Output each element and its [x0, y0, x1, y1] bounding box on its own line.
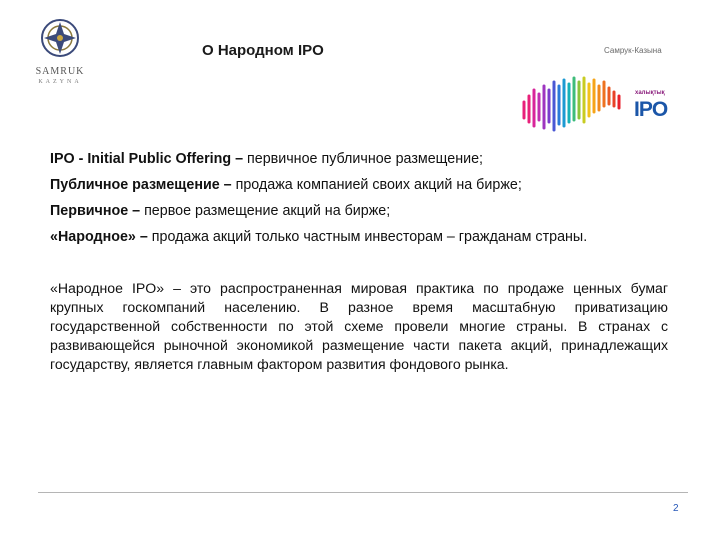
paragraph-text: – это распространенная мировая практика по продаже ценных бумаг крупных госкомпаний населению. В разное время масштабную приватизацию государственной собственности по этой схеме провели многие страны. В странах с развивающейся рыночной экономикой размещение части пакета акций, принадлежащих государству, является главным фактором развития фондового рынка.: [50, 280, 669, 372]
footer-divider: [38, 492, 688, 493]
definition-public-offering: [50, 175, 668, 195]
ipo-bars-icon: [520, 76, 632, 136]
definition-term: Первичное –: [50, 203, 141, 219]
logo-subtitle: KAZYNA: [38, 79, 82, 85]
definition-text: первое размещение акций на бирже;: [140, 203, 391, 219]
samruk-kazyna-logo: [28, 14, 92, 90]
definition-text: продажа компанией своих акций на бирже;: [231, 177, 522, 193]
ipo-logo-big-text: IPO: [634, 98, 668, 121]
brand-label: Самрук-Казына: [604, 46, 662, 55]
samruk-emblem-icon: [28, 14, 92, 64]
definition-peoples: [50, 227, 668, 247]
definition-term: IPO - Initial Public Offering –: [50, 151, 244, 167]
peoples-ipo-paragraph: [50, 279, 668, 374]
definition-term: Публичное размещение –: [50, 177, 232, 193]
definition-primary: [50, 201, 668, 221]
halyktyk-ipo-logo: [520, 76, 690, 136]
definition-text: продажа акций только частным инвесторам – гражданам страны.: [147, 229, 588, 245]
definition-ipo: [50, 149, 668, 169]
slide-content: [50, 149, 668, 374]
definition-text: первичное публичное размещение;: [243, 151, 484, 167]
page-number: 2: [673, 503, 679, 514]
logo-wordmark: SAMRUK: [35, 66, 85, 77]
ipo-logo-small-text: халықтық: [635, 90, 665, 96]
page-title: О Народном IPO: [202, 42, 324, 59]
definition-term: «Народное» –: [50, 229, 148, 245]
paragraph-term: «Народное IPO»: [50, 280, 165, 296]
